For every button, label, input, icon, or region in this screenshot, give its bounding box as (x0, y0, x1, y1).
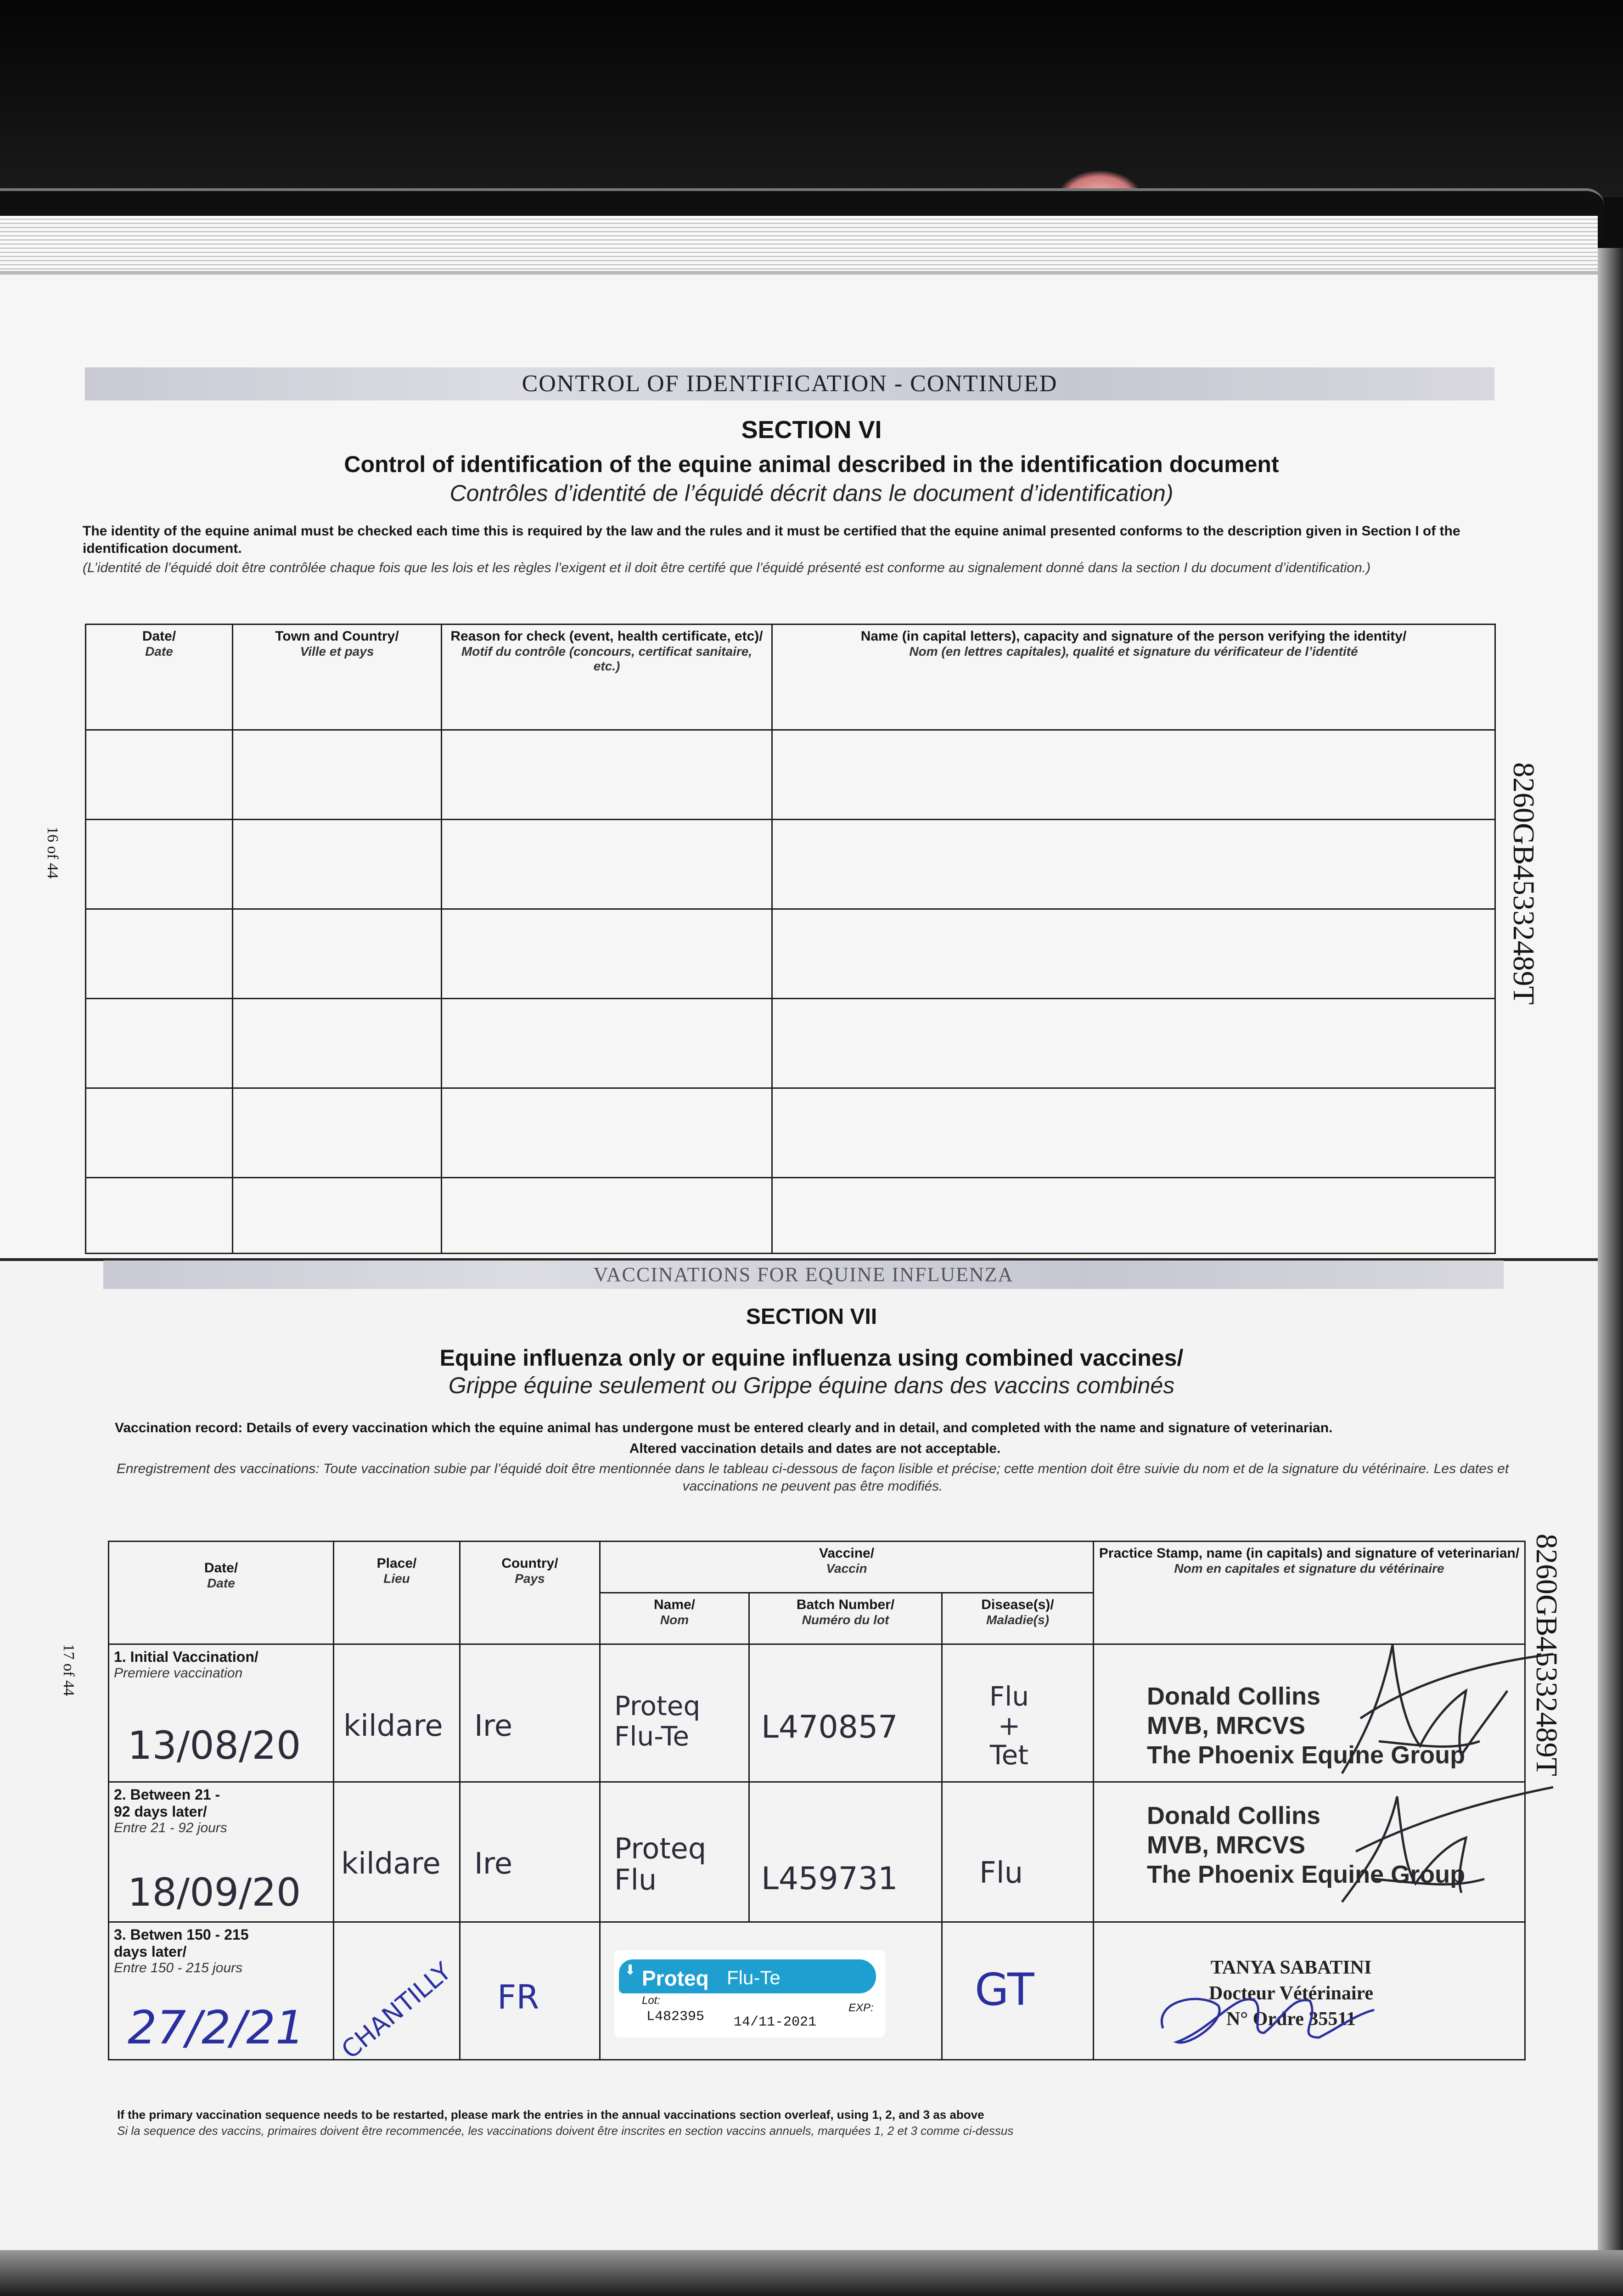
section7-record-en: Vaccination record: Details of every vaccination which the equine animal has undergone must be entered clearly and in detail, and completed with the name and signature of veterinarian. (115, 1420, 1333, 1435)
batch-cell (749, 1782, 942, 1922)
table-row (86, 909, 1495, 999)
vet-practice: The Phoenix Equine Group (1147, 1741, 1466, 1769)
row-date-cell (109, 1644, 334, 1782)
place-cell (334, 1782, 460, 1922)
vaccine-name-cell (600, 1782, 749, 1922)
disease: Flu (979, 1856, 1023, 1890)
country-cell (460, 1922, 600, 2060)
page-edges (0, 216, 1598, 273)
vaccination-country: FR (497, 1978, 539, 2016)
passport-cover-bottom (0, 2250, 1623, 2296)
vaccination-place: kildare (341, 1847, 441, 1881)
batch-number: L470857 (761, 1709, 898, 1745)
row-label: 3. Betwen 150 - 215 days later/ (114, 1926, 249, 1960)
stamp-cell (1094, 1922, 1525, 2060)
vet-title: Docteur Vétérinaire (1209, 1983, 1374, 2004)
section6-banner: CONTROL OF IDENTIFICATION - CONTINUED (85, 367, 1494, 400)
vaccination-place: kildare (343, 1709, 443, 1743)
vaccination-country: Ire (474, 1847, 513, 1881)
vaccination-date: 27/2/21 (128, 2001, 305, 2054)
vaccine-sticker (614, 1950, 885, 2037)
vet-signature (1314, 1636, 1553, 1783)
sticker-brand: Proteq (642, 1966, 709, 1990)
country-cell (460, 1782, 600, 1922)
vet-signature (1314, 1783, 1553, 1920)
vaccine-name-cell (600, 1644, 749, 1782)
section7-banner: VACCINATIONS FOR EQUINE INFLUENZA (103, 1261, 1504, 1289)
table-row (86, 1088, 1495, 1178)
batch-cell (749, 1644, 942, 1782)
col-reason: Reason for check (event, health certificate, etc)/ Motif du contrôle (concours, certificat sanitaire, etc.) (442, 625, 772, 730)
country-cell (460, 1644, 600, 1782)
section7-record-fr: Enregistrement des vaccinations: Toute vaccination subie par l’équidé doit être mentionnée dans le tableau ci-dessous de façon lisible et précise; cette mention doit être suivie du nom et de la signature du vétérinaire. Les dates et vaccinations ne peuvent pas être modifiés. (116, 1461, 1509, 1494)
table-row (86, 1178, 1495, 1254)
row-label: 1. Initial Vaccination/ (114, 1649, 258, 1665)
sticker-exp: 14/11-2021 (734, 2015, 817, 2030)
vaccination-date: 13/08/20 (128, 1723, 301, 1768)
side-passport-id-top: 8260GB45332489T (1507, 762, 1540, 1005)
sticker-lot-label: Lot: (642, 1994, 661, 2007)
section6-intro-fr: (L’identité de l’équidé doit être contrôlée chaque fois que les lois et les règles l’exigent et il doit être certifé que l’équidé présenté est conforme au signalement donné dans la section I du document d’identification.) (83, 560, 1371, 575)
row-label-fr: Entre 150 - 215 jours (114, 1960, 243, 1975)
dark-background (0, 0, 1623, 197)
col-disease: Disease(s)/ Maladie(s) (942, 1593, 1094, 1644)
disease-cell (942, 1782, 1094, 1922)
section6-title: SECTION VI (741, 416, 882, 444)
place-cell (334, 1922, 460, 2065)
sticker-product: Flu-Te (727, 1967, 781, 1988)
section7-title: SECTION VII (746, 1305, 877, 1329)
row-label-fr: Entre 21 - 92 jours (114, 1820, 227, 1835)
vet-qualifications: MVB, MRCVS (1147, 1712, 1306, 1739)
col-vaccine-name: Name/ Nom (600, 1593, 749, 1644)
sticker-exp-label: EXP: (848, 2002, 874, 2014)
vet-name: Donald Collins (1147, 1802, 1321, 1829)
col-verifier: Name (in capital letters), capacity and signature of the person verifying the identity/ Nom (en lettres capitales), qualité et signature du vérificateur de l’identité (772, 625, 1495, 730)
vaccine-name: Proteq Flu-Te (614, 1690, 701, 1752)
stamp-cell (1094, 1644, 1525, 1782)
vet-name: Donald Collins (1147, 1683, 1321, 1710)
section6-intro-en: The identity of the equine animal must be checked each time this is required by the law and the rules and it must be certified that the equine animal presented conforms to the description given in Section I of the identification document. (83, 523, 1460, 556)
page-spine-right (1598, 248, 1623, 2250)
vaccine-sticker-cell (600, 1922, 942, 2060)
table-row (86, 730, 1495, 820)
row-label: 2. Between 21 - 92 days later/ (114, 1786, 220, 1820)
col-date: Date/ Date (109, 1542, 334, 1644)
row-date-cell (109, 1782, 334, 1922)
batch-number: L459731 (761, 1861, 898, 1897)
section7-heading-fr: Grippe équine seulement ou Grippe équine dans des vaccins combinés (448, 1373, 1175, 1398)
sticker-lot: L482395 (646, 2009, 705, 2025)
col-practice-stamp: Practice Stamp, name (in capitals) and signature of veterinarian/ Nom en capitales et signature du vétérinaire (1094, 1542, 1525, 1644)
disease-cell (942, 1922, 1094, 2060)
section7-footer-fr: Si la sequence des vaccins, primaires doivent être recommencée, les vaccinations doivent être inscrites en section vaccins annuels, marquées 1, 2 et 3 comme ci-dessus (117, 2124, 1014, 2138)
page-number-17: 17 of 44 (60, 1644, 77, 1696)
sticker-header (619, 1959, 876, 1993)
col-town-country: Town and Country/ Ville et pays (233, 625, 442, 730)
vet-name: TANYA SABATINI (1210, 1957, 1372, 1978)
col-vaccine: Vaccine/ Vaccin (600, 1542, 1094, 1593)
place-cell (334, 1644, 460, 1782)
table-row (109, 1644, 1525, 1782)
vaccination-table (108, 1541, 1526, 2065)
identity-check-table (85, 624, 1496, 1254)
disease: GT (975, 1964, 1034, 2015)
vet-order-number: N° Ordre 35511 (1226, 2009, 1356, 2030)
sticker-arrow-icon: ⬇ (624, 1963, 636, 1978)
vaccine-name: Proteq Flu (614, 1832, 707, 1896)
col-place: Place/ Lieu (334, 1542, 460, 1644)
section6-heading-fr: Contrôles d’identité de l’équidé décrit dans le document d’identification) (449, 480, 1174, 506)
page-number-16: 16 of 44 (44, 827, 61, 879)
table-row (109, 1922, 1525, 2060)
table-row (86, 820, 1495, 909)
side-passport-id-bottom: 8260GB45332489T (1530, 1534, 1563, 1776)
section7-heading-en: Equine influenza only or equine influenza using combined vaccines/ (439, 1345, 1184, 1371)
section7-record-en-2: Altered vaccination details and dates are not acceptable. (629, 1441, 1001, 1456)
vet-signature (1145, 1964, 1383, 2056)
disease: Flu + Tet (989, 1681, 1029, 1771)
col-batch-number: Batch Number/ Numéro du lot (749, 1593, 942, 1644)
vet-qualifications: MVB, MRCVS (1147, 1831, 1306, 1859)
stamp-cell (1094, 1782, 1525, 1922)
col-date: Date/ Date (86, 625, 233, 730)
row-date-cell (109, 1922, 334, 2060)
disease-cell (942, 1644, 1094, 1782)
vaccination-country: Ire (474, 1709, 513, 1743)
vaccination-date: 18/09/20 (128, 1870, 301, 1915)
vaccination-place: CHANTILLY (336, 1956, 457, 2065)
col-country: Country/ Pays (460, 1542, 600, 1644)
section6-heading-en: Control of identification of the equine animal described in the identification document (344, 451, 1279, 477)
row-label-fr: Premiere vaccination (114, 1666, 243, 1681)
table-row (86, 999, 1495, 1088)
section7-footer-en: If the primary vaccination sequence needs to be restarted, please mark the entries in the annual vaccinations section overleaf, using 1, 2, and 3 as above (117, 2108, 984, 2122)
vet-practice: The Phoenix Equine Group (1147, 1861, 1466, 1888)
table-row (109, 1782, 1525, 1922)
